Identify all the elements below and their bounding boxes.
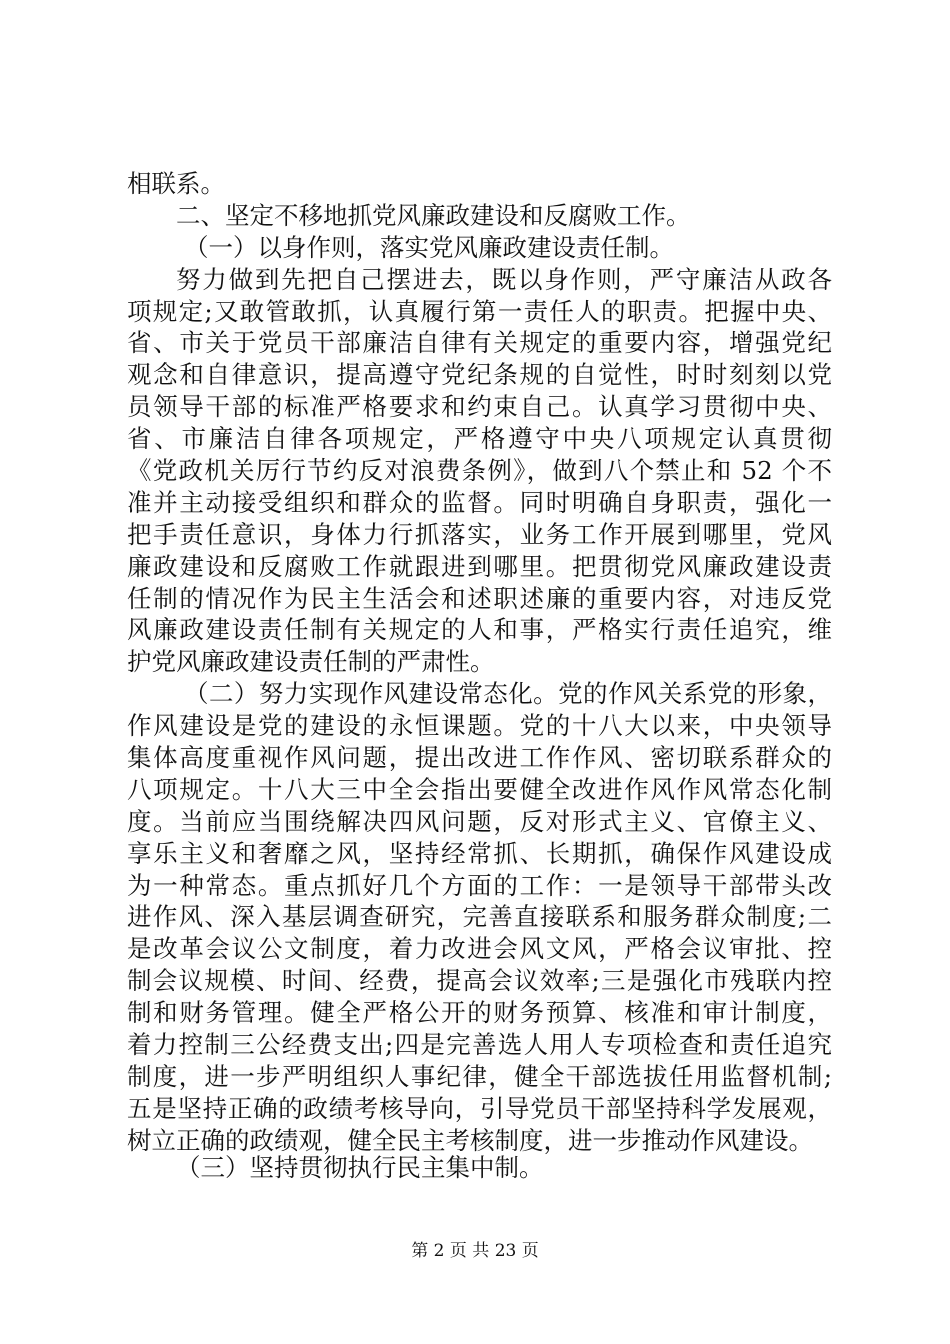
paragraph-line: 作风建设是党的建设的永恒课题。党的十八大以来，中央领导 — [127, 711, 832, 741]
paragraph-line: 是改革会议公文制度，着力改进会风文风，严格会议审批、控 — [127, 934, 832, 964]
paragraph-line: 护党风廉政建设责任制的严肃性。 — [127, 647, 495, 677]
paragraph-line: 进作风、深入基层调查研究，完善直接联系和服务群众制度;二 — [127, 902, 832, 932]
paragraph-line: 集体高度重视作风问题，提出改进工作作风、密切联系群众的 — [127, 743, 832, 773]
paragraph-line: 制和财务管理。健全严格公开的财务预算、核准和审计制度， — [127, 998, 832, 1028]
subsection-heading-three: （三）坚持贯彻执行民主集中制。 — [176, 1153, 544, 1182]
paragraph-line: 树立正确的政绩观，健全民主考核制度，进一步推动作风建设。 — [127, 1125, 813, 1155]
subsection-heading-two: （二）努力实现作风建设常态化。党的作风关系党的形象， — [184, 679, 832, 709]
paragraph-line: 《党政机关厉行节约反对浪费条例》，做到八个禁止和 52 个不 — [127, 456, 832, 486]
paragraph-line: 五是坚持正确的政绩考核导向，引导党员干部坚持科学发展观， — [127, 1093, 832, 1123]
paragraph-line: 观念和自律意识，提高遵守党纪条规的自觉性，时时刻刻以党 — [127, 360, 832, 390]
paragraph-line: 努力做到先把自己摆进去，既以身作则，严守廉洁从政各 — [176, 264, 832, 294]
section-heading-two: 二、坚定不移地抓党风廉政建设和反腐败工作。 — [176, 200, 691, 230]
paragraph-line: 八项规定。十八大三中全会指出要健全改进作风作风常态化制 — [127, 774, 832, 804]
paragraph-line: 着力控制三公经费支出;四是完善选人用人专项检查和责任追究 — [127, 1030, 832, 1060]
paragraph-line: 相联系。 — [127, 169, 225, 198]
page-number-footer: 第 2 页 共 23 页 — [411, 1241, 539, 1261]
paragraph-line: 为一种常态。重点抓好几个方面的工作：一是领导干部带头改 — [127, 870, 832, 900]
paragraph-line: 准并主动接受组织和群众的监督。同时明确自身职责，强化一 — [127, 487, 832, 517]
document-body — [127, 168, 832, 1157]
paragraph-line: 风廉政建设责任制有关规定的人和事，严格实行责任追究，维 — [127, 615, 832, 645]
paragraph-line: 项规定;又敢管敢抓，认真履行第一责任人的职责。把握中央、 — [127, 296, 832, 326]
paragraph-line: 把手责任意识，身体力行抓落实，业务工作开展到哪里，党风 — [127, 519, 832, 549]
paragraph-line: 制会议规模、时间、经费，提高会议效率;三是强化市残联内控 — [127, 966, 832, 996]
paragraph-line: 享乐主义和奢靡之风，坚持经常抓、长期抓，确保作风建设成 — [127, 838, 832, 868]
paragraph-line: 廉政建设和反腐败工作就跟进到哪里。把贯彻党风廉政建设责 — [127, 551, 832, 581]
paragraph-line: 省、市廉洁自律各项规定，严格遵守中央八项规定认真贯彻 — [127, 424, 832, 454]
subsection-heading-one: （一）以身作则，落实党风廉政建设责任制。 — [184, 232, 674, 262]
paragraph-line: 度。当前应当围绕解决四风问题，反对形式主义、官僚主义、 — [127, 806, 832, 836]
paragraph-line: 任制的情况作为民主生活会和述职述廉的重要内容，对违反党 — [127, 583, 832, 613]
paragraph-line: 制度，进一步严明组织人事纪律，健全干部选拔任用监督机制; — [127, 1061, 832, 1091]
paragraph-line: 省、市关于党员干部廉洁自律有关规定的重要内容，增强党纪 — [127, 328, 832, 358]
paragraph-line: 员领导干部的标准严格要求和约束自己。认真学习贯彻中央、 — [127, 392, 832, 422]
